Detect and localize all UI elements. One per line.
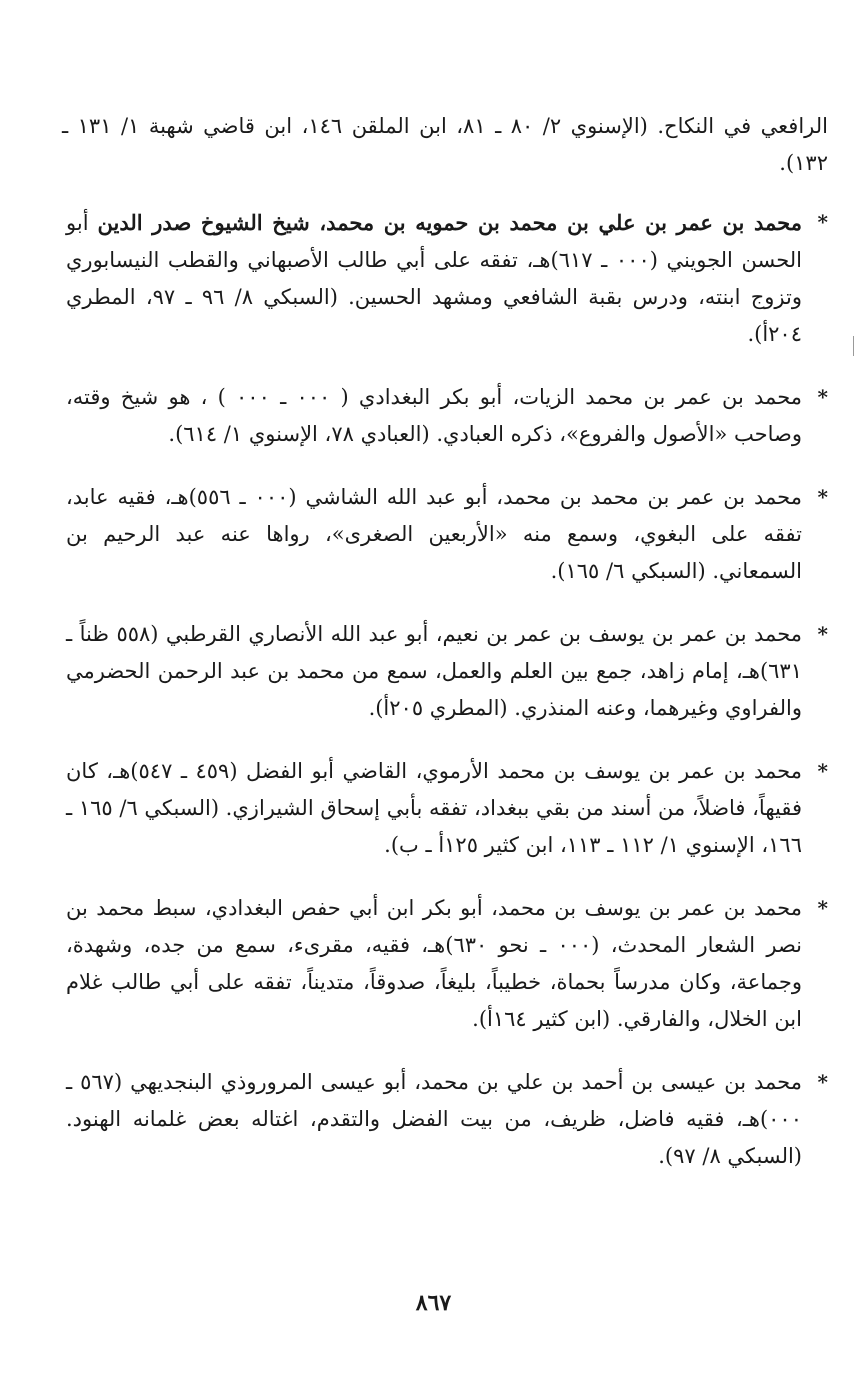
entry-5-text: محمد بن عمر بن يوسف بن محمد الأرموي، القاضي أبو الفضل (٤٥٩ ـ ٥٤٧)هـ، كان فقيهاً، فاضلاً، من أسند من بقي ببغداد، تفقه بأبي إسحاق الشيرازي. (السبكي ٦/ ١٦٥ ـ ١٦٦، الإسنوي ١/ ١١٢ ـ ١١٣، ابن كثير ١٢٥أ ـ ب). [66,759,803,857]
margin-mark [853,336,854,356]
entry-5 [62,753,828,864]
entry-1-text: أبو الحسن الجويني (٠٠٠ ـ ٦١٧)هـ، تفقه على أبي طالب الأصبهاني والقطب النيسابوري وتزوج ابنته، ودرس بقبة الشافعي ومشهد الحسين. (السبكي ٨/ ٩٦ ـ ٩٧، المطري ٢٠٤أ). [66,211,802,346]
entry-7 [62,1064,828,1175]
entry-marker-icon: * [817,622,828,646]
entry-1 [62,204,828,353]
entry-marker-icon: * [817,759,828,783]
entry-3-text: محمد بن عمر بن محمد بن محمد، أبو عبد الله الشاشي (٠٠٠ ـ ٥٥٦)هـ، فقيه عابد، تفقه على البغوي، وسمع منه «الأربعين الصغرى»، رواها عنه عبد الرحيم بن السمعاني. (السبكي ٦/ ١٦٥). [66,485,802,583]
entry-2 [62,379,828,453]
entry-marker-icon: * [817,210,828,234]
entry-marker-icon: * [817,385,828,409]
entry-7-text: محمد بن عيسى بن أحمد بن علي بن محمد، أبو عيسى المروروذي البنجديهي (٥٦٧ ـ ٠٠٠)هـ، فقيه فاضل، ظريف، من بيت الفضل والتقدم، اغتاله بعض غلمانه الهنود. (السبكي ٨/ ٩٧). [66,1070,802,1168]
entry-3 [62,479,828,590]
continuation-text: الرافعي في النكاح. (الإسنوي ٢/ ٨٠ ـ ٨١، ابن الملقن ١٤٦، ابن قاضي شهبة ١/ ١٣١ ـ ١٣٢). [62,114,828,175]
entry-marker-icon: * [817,896,828,920]
entry-2-text: محمد بن عمر بن محمد الزيات، أبو بكر البغدادي ( ٠٠٠ ـ ٠٠٠ ) ، هو شيخ وقته، وصاحب «الأصول والفروع»، ذكره العبادي. (العبادي ٧٨، الإسنوي ١/ ٦١٤). [66,385,802,446]
entry-4 [62,616,828,727]
page-number: ٨٦٧ [415,1290,452,1316]
entry-6 [62,890,828,1038]
entry-1-name: محمد بن عمر بن علي بن محمد بن حمويه بن محمد، شيخ الشيوخ صدر الدين [97,210,802,235]
entry-marker-icon: * [817,485,828,509]
page-body [62,108,828,1175]
entry-marker-icon: * [817,1070,828,1094]
continuation-paragraph [62,108,828,182]
entry-6-text: محمد بن عمر بن يوسف بن محمد، أبو بكر ابن أبي حفص البغدادي، سبط محمد بن نصر الشعار المحدث، (٠٠٠ ـ نحو ٦٣٠)هـ، فقيه، مقرىء، سمع من جده، وشهدة، وجماعة، وكان مدرساً بحماة، خطيباً، بليغاً، صدوقاً، متديناً، تفقه على أبي طالب غلام ابن الخلال، والفارقي. (ابن كثير ١٦٤أ). [66,896,803,1031]
entry-4-text: محمد بن عمر بن يوسف بن عمر بن نعيم، أبو عبد الله الأنصاري القرطبي (٥٥٨ ظناً ـ ٦٣١)هـ، إمام زاهد، جمع بين العلم والعمل، سمع من محمد بن عبد الرحمن الحضرمي والفراوي وغيرهما، وعنه المنذري. (المطري ٢٠٥أ). [66,622,803,720]
